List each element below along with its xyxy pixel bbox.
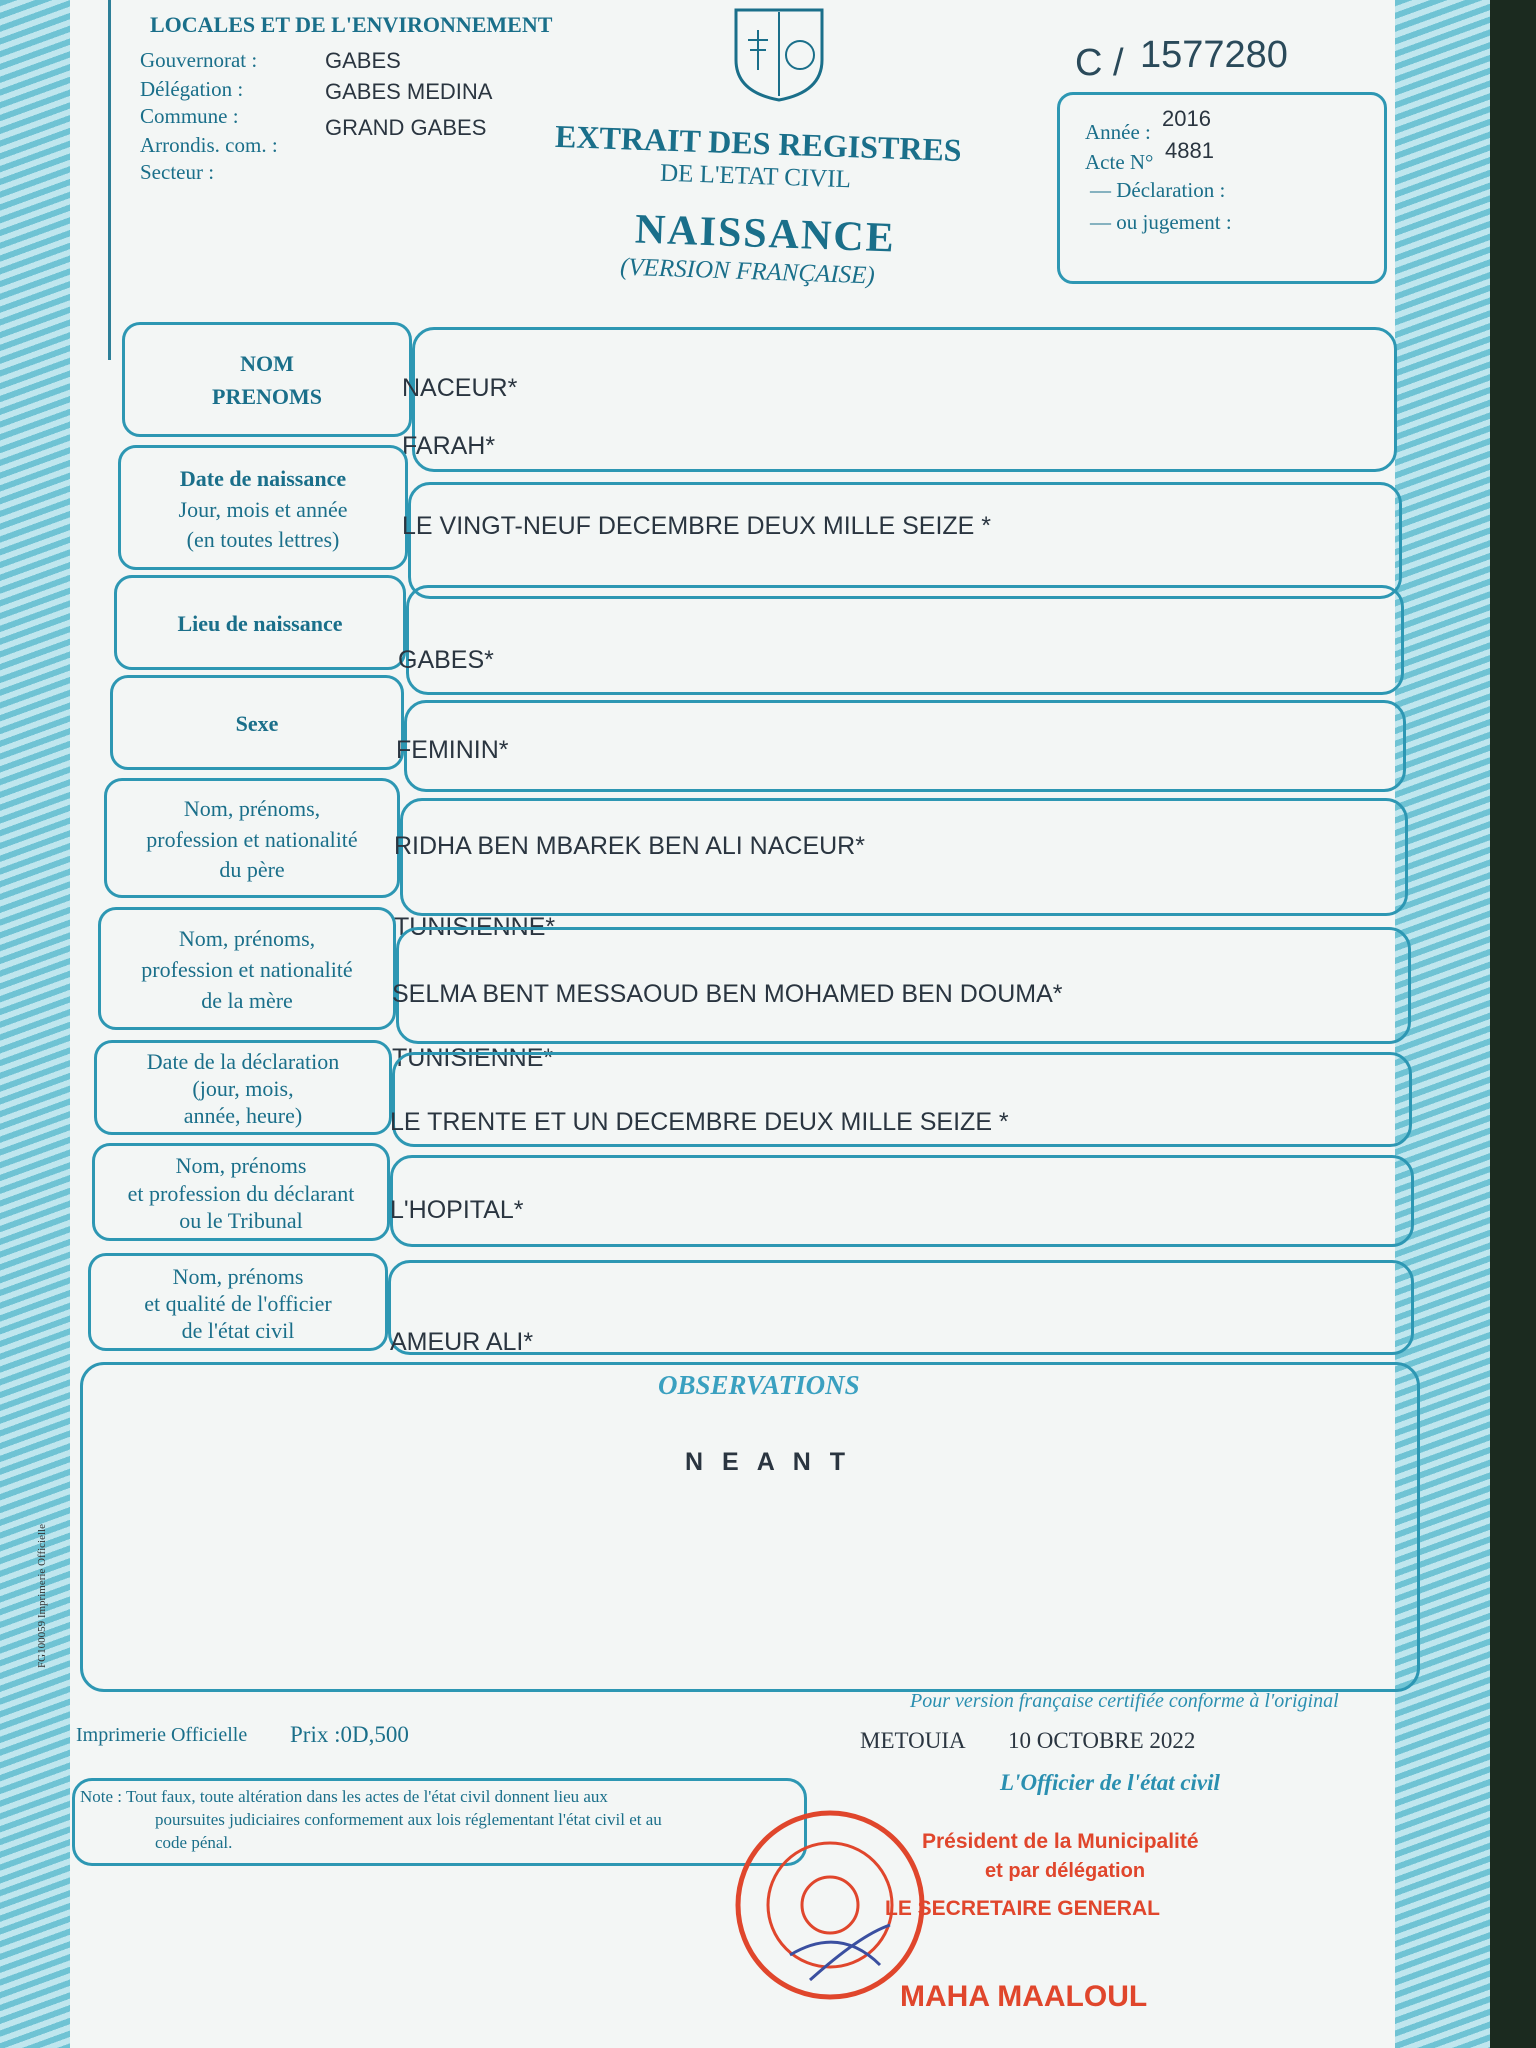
declarant-label-2: et profession du déclarant: [127, 1181, 355, 1206]
declarant-value: L'HOPITAL*: [390, 1196, 524, 1224]
lieu-value: GABES*: [398, 646, 494, 674]
jugement-label: — ou jugement :: [1090, 210, 1232, 234]
acte-value: 4881: [1165, 138, 1214, 163]
date-text: 10 OCTOBRE 2022: [1008, 1728, 1196, 1753]
commune-label: Commune :: [140, 104, 239, 128]
officier-label-3: de l'état civil: [181, 1318, 295, 1343]
title-line1: EXTRAIT DES REGISTRES: [554, 117, 963, 169]
coat-of-arms-icon: [728, 0, 830, 102]
decl-label-1: Date de la déclaration: [146, 1049, 340, 1074]
mere-label-1: Nom, prénoms,: [178, 926, 316, 951]
prenoms-value: FARAH*: [402, 432, 496, 460]
ministry-text: LOCALES ET DE L'ENVIRONNEMENT: [150, 12, 553, 37]
certified-text: Pour version française certifiée conforme à l'original: [910, 1690, 1339, 1712]
decl-value: LE TRENTE ET UN DECEMBRE DEUX MILLE SEIZE *: [390, 1108, 1009, 1136]
stamp-line-1: Président de la Municipalité: [922, 1830, 1199, 1853]
gouvernorat-value: GABES: [325, 48, 401, 73]
mere-label-3: de la mère: [201, 988, 293, 1013]
officier-label-2: et qualité de l'officier: [144, 1291, 332, 1316]
mere-label-2: profession et nationalité: [141, 957, 353, 982]
pere-label-2: profession et nationalité: [146, 827, 358, 852]
nom-label: NOM: [240, 351, 294, 376]
stamp-line-2: et par délégation: [985, 1860, 1146, 1882]
annee-value: 2016: [1162, 106, 1211, 131]
arrondis-label: Arrondis. com. :: [140, 133, 278, 157]
title-line2: DE L'ETAT CIVIL: [659, 159, 852, 194]
prenoms-label: PRENOMS: [212, 384, 322, 409]
serial-prefix: C /: [1075, 42, 1124, 84]
decl-label-3: année, heure): [183, 1103, 303, 1128]
gouvernorat-label: Gouvernorat :: [140, 48, 258, 72]
lieu-value-box: [406, 585, 1404, 695]
header-divider: [108, 0, 111, 360]
delegation-label: Délégation :: [140, 77, 244, 101]
nom-label-box: [122, 322, 412, 437]
delegation-value: GABES MEDINA: [325, 79, 493, 104]
observations-value: N E A N T: [685, 1448, 852, 1476]
declaration-label: — Déclaration :: [1090, 178, 1226, 202]
acte-label: Acte N°: [1085, 150, 1154, 174]
side-print-code: FG100059 Imprimerie Officielle: [35, 1524, 48, 1668]
annee-label: Année :: [1085, 120, 1151, 144]
dob-label-1: Date de naissance: [179, 466, 347, 491]
pere-label-3: du père: [219, 857, 285, 882]
officier-label-1: Nom, prénoms: [172, 1264, 304, 1289]
nom-value-box: [412, 327, 1397, 472]
officer-title: L'Officier de l'état civil: [1000, 1770, 1220, 1795]
declarant-label-3: ou le Tribunal: [179, 1208, 303, 1233]
pere-label-1: Nom, prénoms,: [183, 796, 321, 821]
lieu-label: Lieu de naissance: [177, 611, 343, 636]
declarant-value-box: [390, 1155, 1414, 1247]
left-security-border: [0, 0, 70, 2048]
note-line-3: code pénal.: [155, 1833, 233, 1852]
note-line-1: Note : Tout faux, toute altération dans les actes de l'état civil donnent lieu aux: [80, 1787, 608, 1806]
mere-value: SELMA BENT MESSAOUD BEN MOHAMED BEN DOUMA*: [392, 980, 1063, 1008]
pere-value: RIDHA BEN MBAREK BEN ALI NACEUR*: [394, 832, 865, 860]
note-line-2: poursuites judiciaires conformement aux lois réglementant l'état civil et au: [155, 1810, 662, 1829]
pere-nationalite: TUNISIENNE*: [394, 913, 556, 941]
stamp-line-3: LE SECRETAIRE GENERAL: [885, 1897, 1160, 1920]
officier-value: AMEUR ALI*: [390, 1328, 534, 1356]
observations-box: [80, 1362, 1420, 1692]
decl-label-2: (jour, mois,: [192, 1076, 294, 1101]
place-text: METOUIA: [860, 1728, 966, 1753]
declarant-label-1: Nom, prénoms: [175, 1153, 307, 1178]
dob-value: LE VINGT-NEUF DECEMBRE DEUX MILLE SEIZE *: [402, 512, 992, 540]
serial-number: 1577280: [1140, 34, 1288, 76]
mere-nationalite: TUNISIENNE*: [392, 1044, 554, 1072]
secteur-label: Secteur :: [140, 160, 215, 184]
title-version: (VERSION FRANÇAISE): [619, 253, 876, 290]
dob-label-3: (en toutes lettres): [186, 527, 340, 552]
stamp-name: MAHA MAALOUL: [900, 1980, 1148, 2013]
title-naissance: NAISSANCE: [634, 206, 897, 262]
sexe-label: Sexe: [235, 711, 279, 736]
nom-value: NACEUR*: [402, 374, 518, 402]
commune-value: GRAND GABES: [325, 115, 487, 140]
dob-label-2: Jour, mois et année: [178, 497, 348, 522]
imprimerie-label: Imprimerie Officielle: [76, 1724, 248, 1746]
prix-label: Prix :0D,500: [290, 1722, 409, 1747]
officier-value-box: [388, 1260, 1414, 1355]
sexe-value-box: [404, 700, 1406, 792]
observations-title: OBSERVATIONS: [658, 1370, 860, 1400]
sexe-value: FEMININ*: [396, 736, 509, 764]
